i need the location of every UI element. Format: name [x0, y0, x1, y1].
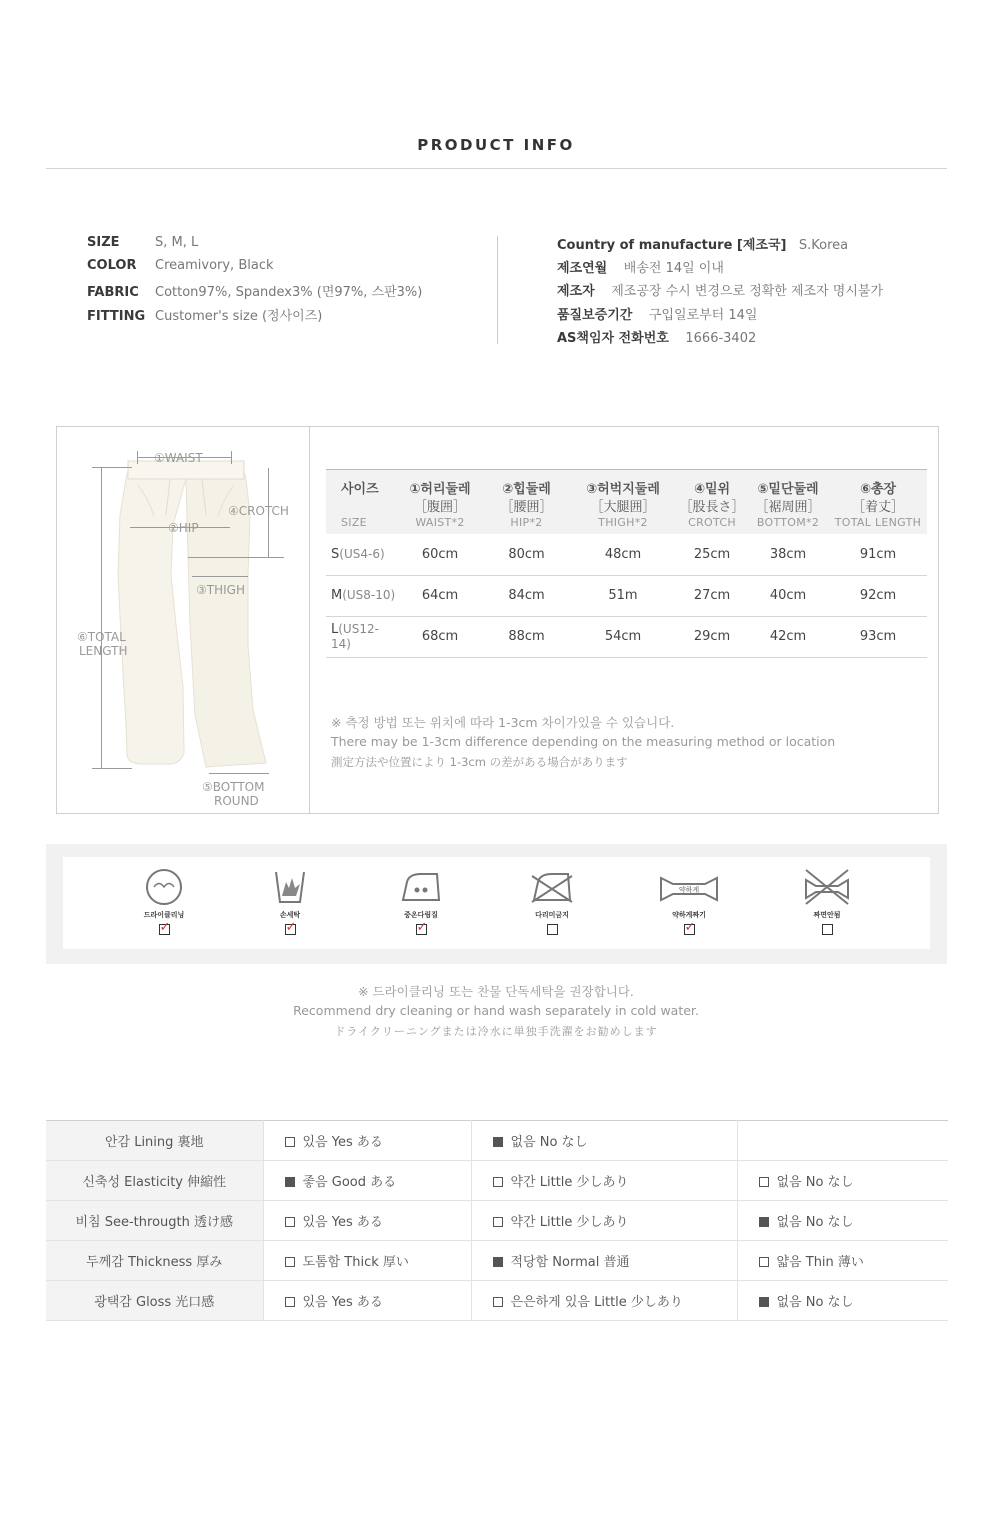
value-cell: 88cm	[484, 616, 569, 657]
total-length-line	[101, 468, 102, 768]
size-note-ko: ※ 측정 방법 또는 위치에 따라 1-3cm 차이가있을 수 있습니다.	[331, 715, 675, 730]
value-cell: 54cm	[569, 616, 677, 657]
care-label: 중온다림질	[404, 911, 438, 919]
header-waist: ①허리둘레 ［腹囲］ WAIST*2	[396, 470, 484, 535]
info-key: AS책임자 전화번호	[557, 331, 669, 346]
gentle-wring-icon	[659, 866, 719, 906]
option-checkbox	[285, 1257, 295, 1267]
care-checkbox	[684, 924, 695, 935]
care-checkbox	[159, 924, 170, 935]
option-checkbox	[285, 1137, 295, 1147]
info-value: 구입일로부터 14일	[648, 308, 758, 323]
info-size	[87, 235, 198, 250]
care-checkbox	[416, 924, 427, 935]
value-cell: 80cm	[484, 534, 569, 575]
option-checkbox	[493, 1137, 503, 1147]
care-item-hand-wash	[235, 866, 345, 939]
feature-row-lining	[46, 1121, 948, 1161]
info-value: 제조공장 수시 변경으로 정확한 제조자 명시불가	[611, 284, 884, 299]
feature-option: 없음 No なし	[471, 1121, 737, 1161]
feature-label: 광택감 Gloss 光口感	[46, 1281, 263, 1321]
feature-option: 없음 No なし	[737, 1201, 948, 1241]
info-warranty	[557, 304, 757, 323]
care-item-dry-cleaning	[109, 866, 219, 939]
value-cell: 25cm	[677, 534, 747, 575]
care-item-iron	[366, 866, 476, 939]
info-fitting	[87, 305, 322, 324]
size-cell: S(US4-6)	[326, 534, 396, 575]
dry-cleaning-icon	[142, 866, 186, 906]
label-hip: ②HIP	[168, 521, 199, 535]
info-key: COLOR	[87, 258, 137, 273]
table-row	[326, 616, 927, 657]
feature-label: 신축성 Elasticity 伸縮性	[46, 1161, 263, 1201]
title-divider	[46, 168, 947, 169]
option-checkbox	[285, 1177, 295, 1187]
iron-medium-icon	[399, 866, 443, 906]
header-total-length: ⑥총장 ［着丈］ TOTAL LENGTH	[829, 470, 927, 535]
waist-tick	[231, 451, 232, 464]
info-fabric	[87, 281, 422, 300]
feature-label: 안감 Lining 裏地	[46, 1121, 263, 1161]
header-size: 사이즈 SIZE	[326, 470, 396, 535]
info-key: 제조연월	[557, 261, 608, 276]
care-item-no-wring	[772, 866, 882, 939]
size-cell: L(US12-14)	[326, 616, 396, 657]
hand-wash-icon	[268, 866, 312, 906]
info-manufacture-date	[557, 257, 724, 276]
option-checkbox	[759, 1177, 769, 1187]
label-waist: ①WAIST	[154, 451, 203, 465]
label-bottom: ⑤BOTTOM	[202, 780, 265, 794]
care-checkbox	[285, 924, 296, 935]
value-cell: 29cm	[677, 616, 747, 657]
info-value: 1666-3402	[685, 331, 757, 346]
feature-row-see-through	[46, 1201, 948, 1241]
info-value: Creamivory, Black	[155, 258, 274, 273]
care-label: 다리미금지	[535, 911, 569, 919]
feature-option: 있음 Yes ある	[263, 1201, 471, 1241]
waist-tick	[137, 451, 138, 464]
option-checkbox	[493, 1217, 503, 1227]
feature-row-elasticity	[46, 1161, 948, 1201]
value-cell: 93cm	[829, 616, 927, 657]
size-cell: M(US8-10)	[326, 575, 396, 616]
value-cell: 48cm	[569, 534, 677, 575]
info-manufacturer	[557, 280, 883, 299]
no-iron-icon	[530, 866, 574, 906]
option-checkbox	[493, 1177, 503, 1187]
info-key: SIZE	[87, 235, 120, 250]
info-value: Cotton97%, Spandex3% (면97%, 스판3%)	[155, 285, 423, 300]
care-note-en: Recommend dry cleaning or hand wash separately in cold water.	[293, 1003, 699, 1018]
size-table	[326, 469, 927, 658]
label-length: LENGTH	[79, 644, 128, 658]
info-divider	[497, 236, 498, 344]
no-wring-icon	[802, 866, 852, 906]
value-cell: 68cm	[396, 616, 484, 657]
value-cell: 38cm	[747, 534, 829, 575]
value-cell: 40cm	[747, 575, 829, 616]
care-checkbox	[547, 924, 558, 935]
feature-option: 얇음 Thin 薄い	[737, 1241, 948, 1281]
care-label: 드라이클리닝	[143, 911, 185, 919]
label-crotch: ④CROTCH	[228, 504, 289, 518]
feature-option: 약간 Little 少しあり	[471, 1161, 737, 1201]
feature-option: 약간 Little 少しあり	[471, 1201, 737, 1241]
header-crotch: ④밑위 ［股長さ］ CROTCH	[677, 470, 747, 535]
info-country	[557, 234, 848, 253]
feature-option: 없음 No なし	[737, 1161, 948, 1201]
feature-option: 좋음 Good ある	[263, 1161, 471, 1201]
value-cell: 91cm	[829, 534, 927, 575]
value-cell: 27cm	[677, 575, 747, 616]
option-checkbox	[759, 1217, 769, 1227]
label-thigh: ③THIGH	[196, 583, 245, 597]
table-row	[326, 575, 927, 616]
care-label: 약하게짜기	[672, 911, 706, 919]
care-label: 짜면안됨	[813, 911, 841, 919]
page-title: PRODUCT INFO	[417, 136, 575, 154]
option-checkbox	[285, 1217, 295, 1227]
info-key: 제조자	[557, 284, 595, 299]
care-item-no-iron	[497, 866, 607, 939]
feature-row-thickness	[46, 1241, 948, 1281]
table-row	[326, 534, 927, 575]
feature-table	[46, 1120, 948, 1321]
crotch-base-line	[188, 557, 284, 558]
total-length-tick	[92, 467, 132, 468]
size-table-header	[326, 470, 927, 535]
label-total: ⑥TOTAL	[77, 630, 126, 644]
svg-text:약하게: 약하게	[678, 886, 700, 894]
total-length-tick	[92, 768, 132, 769]
feature-option: 은은하게 있음 Little 少しあり	[471, 1281, 737, 1321]
info-key: FITTING	[87, 309, 146, 324]
info-value: S.Korea	[798, 238, 849, 253]
option-checkbox	[285, 1297, 295, 1307]
size-note-en: There may be 1-3cm difference depending on the measuring method or location	[331, 734, 836, 749]
value-cell: 92cm	[829, 575, 927, 616]
care-note-ko: ※ 드라이클리닝 또는 찬물 단독세탁을 권장합니다.	[358, 984, 634, 999]
header-bottom: ⑤밑단둘레 ［裾周囲］ BOTTOM*2	[747, 470, 829, 535]
info-color	[87, 258, 274, 273]
care-note-ja: ドライクリーニングまたは冷水に単独手洗濯をお勧めします	[334, 1025, 658, 1038]
thigh-line	[192, 576, 248, 577]
option-checkbox	[493, 1297, 503, 1307]
feature-option: 없음 No なし	[737, 1281, 948, 1321]
care-checkbox	[822, 924, 833, 935]
feature-option: 있음 Yes ある	[263, 1281, 471, 1321]
value-cell: 60cm	[396, 534, 484, 575]
feature-option: 도톰함 Thick 厚い	[263, 1241, 471, 1281]
option-checkbox	[759, 1257, 769, 1267]
value-cell: 42cm	[747, 616, 829, 657]
value-cell: 51m	[569, 575, 677, 616]
label-round: ROUND	[214, 794, 259, 808]
feature-label: 비침 See-througth 透け感	[46, 1201, 263, 1241]
info-key: 품질보증기간	[557, 308, 633, 323]
value-cell: 64cm	[396, 575, 484, 616]
care-item-gentle-wring	[634, 866, 744, 939]
option-checkbox	[493, 1257, 503, 1267]
feature-label: 두께감 Thickness 厚み	[46, 1241, 263, 1281]
info-value: S, M, L	[155, 235, 199, 250]
header-thigh: ③허벅지둘레 ［大腿囲］ THIGH*2	[569, 470, 677, 535]
bottom-line	[209, 773, 269, 774]
info-key: Country of manufacture [제조국]	[557, 238, 787, 253]
feature-option: 적당함 Normal 普通	[471, 1241, 737, 1281]
info-value: Customer's size (정사이즈)	[155, 309, 323, 324]
info-value: 배송전 14일 이내	[623, 261, 724, 276]
info-as-phone	[557, 327, 756, 346]
value-cell: 84cm	[484, 575, 569, 616]
size-note-ja: 測定方法や位置により 1-3cm の差がある場合があります	[331, 755, 628, 769]
feature-option: 있음 Yes ある	[263, 1121, 471, 1161]
feature-option-empty	[737, 1121, 948, 1161]
header-hip: ②힙둘레 ［腰囲］ HIP*2	[484, 470, 569, 535]
care-label: 손세탁	[279, 911, 301, 919]
feature-row-gloss	[46, 1281, 948, 1321]
option-checkbox	[759, 1297, 769, 1307]
info-key: FABRIC	[87, 285, 139, 300]
